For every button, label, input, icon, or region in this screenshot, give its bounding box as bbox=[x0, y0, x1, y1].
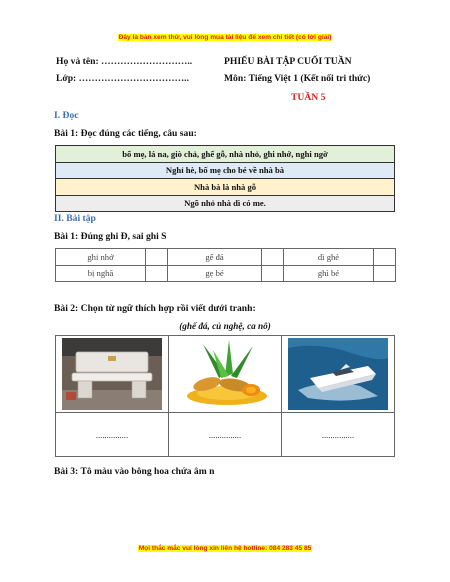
reading-row bbox=[56, 195, 395, 212]
speedboat-image bbox=[288, 338, 388, 410]
answer-box[interactable] bbox=[262, 249, 284, 266]
picture-cell-1 bbox=[56, 336, 169, 413]
subject-label: Môn: Tiếng Việt 1 (Kết nối tri thức) bbox=[224, 73, 371, 84]
week-label: TUẦN 5 bbox=[291, 92, 326, 103]
reading-exercise-title: Bài 1: Đọc đúng các tiếng, câu sau: bbox=[54, 128, 197, 139]
worksheet-title: PHIẾU BÀI TẬP CUỐI TUẦN bbox=[224, 56, 352, 67]
answer-box[interactable] bbox=[374, 265, 396, 282]
turmeric-image bbox=[175, 338, 275, 410]
reading-text: Nhà bà là nhà gỗ bbox=[56, 179, 395, 196]
word-cell: gế đá bbox=[168, 249, 262, 266]
section-reading-heading: I. Đọc bbox=[54, 110, 79, 121]
picture-cell-2 bbox=[169, 336, 282, 413]
table-row bbox=[56, 265, 396, 282]
word-cell: dì ghẻ bbox=[284, 249, 374, 266]
reading-text: bố mẹ, lá na, giò chả, ghế gỗ, nhà nhỏ, ghi nhớ, nghi ngờ bbox=[56, 146, 395, 163]
exercise3-title: Bài 3: Tô màu vào bông hoa chứa âm n bbox=[54, 466, 215, 477]
picture-cell-3 bbox=[282, 336, 395, 413]
word-cell: ghì bé bbox=[284, 265, 374, 282]
reading-row bbox=[56, 162, 395, 179]
class-field: Lớp: …………………………….. bbox=[56, 73, 189, 84]
table-row bbox=[56, 249, 396, 266]
reading-row bbox=[56, 146, 395, 163]
reading-text: Ngõ nhỏ nhà dì có me. bbox=[56, 195, 395, 212]
reading-row bbox=[56, 179, 395, 196]
word-cell: bị nghã bbox=[56, 265, 146, 282]
preview-banner: Đây là bản xem thử, vui lòng mua tài liệu để xem chi tiết (có lời giải) bbox=[118, 34, 332, 41]
word-hint: (ghế đá, củ nghệ, ca nô) bbox=[179, 321, 271, 331]
footer-hotline: Mọi thắc mắc vui lòng xin liên hệ hotline: 084 283 45 85 bbox=[138, 545, 312, 552]
answer-blank-3: ............... bbox=[282, 413, 395, 457]
true-false-table bbox=[55, 248, 396, 282]
word-cell: gẹ bé bbox=[168, 265, 262, 282]
exercise1-title: Bài 1: Đúng ghi Đ, sai ghi S bbox=[54, 231, 167, 242]
answer-blank-1: ............... bbox=[56, 413, 169, 457]
reading-text: Nghỉ hè, bố mẹ cho bé về nhà bà bbox=[56, 162, 395, 179]
section-exercises-heading: II. Bài tập bbox=[54, 213, 96, 224]
answer-box[interactable] bbox=[374, 249, 396, 266]
answer-blank-2: ............... bbox=[169, 413, 282, 457]
answer-box[interactable] bbox=[262, 265, 284, 282]
answer-box[interactable] bbox=[146, 265, 168, 282]
exercise2-title: Bài 2: Chọn từ ngữ thích hợp rồi viết dưới tranh: bbox=[54, 303, 256, 314]
reading-table bbox=[55, 145, 395, 212]
word-cell: ghi nhớ bbox=[56, 249, 146, 266]
picture-table bbox=[55, 335, 395, 457]
answer-box[interactable] bbox=[146, 249, 168, 266]
student-name-field: Họ và tên: ……………………….. bbox=[56, 56, 193, 67]
stone-bench-image bbox=[62, 338, 162, 410]
